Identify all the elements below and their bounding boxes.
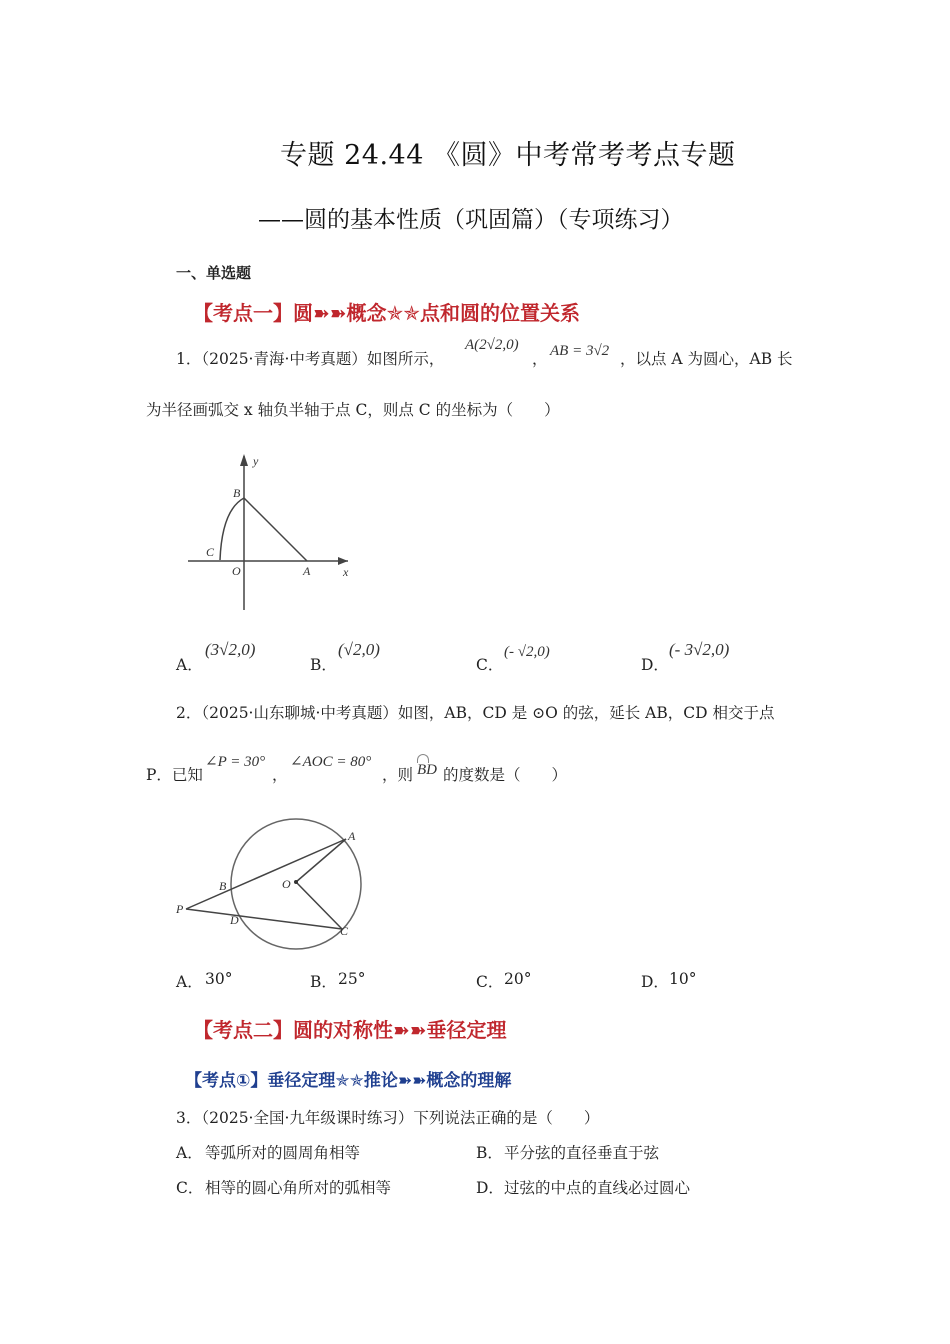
label-b: B bbox=[233, 486, 241, 500]
q2-then: ，则 bbox=[382, 766, 414, 784]
q1-stem-line2: 为半径画弧交 x 轴负半轴于点 C，则点 C 的坐标为（ ） bbox=[146, 401, 560, 419]
kaodian-2-subheading: 【考点①】垂径定理✯✯推论➽➽概念的理解 bbox=[185, 1071, 512, 1091]
q1-option-d-letter: D． bbox=[641, 656, 669, 674]
q2-comma: ， bbox=[272, 766, 288, 784]
q2-angle-aoc-formula: ∠AOC = 80° bbox=[290, 754, 372, 770]
q2-figure bbox=[168, 812, 368, 952]
label-o: O bbox=[232, 564, 241, 578]
label-a: A bbox=[348, 829, 356, 843]
label-c: C bbox=[206, 545, 215, 559]
x-axis-arrow bbox=[338, 557, 348, 565]
q3-option-a-value: 等弧所对的圆周角相等 bbox=[205, 1144, 361, 1162]
q1-option-d-value: (- 3√2,0) bbox=[669, 640, 730, 659]
q1-option-b-letter: B． bbox=[310, 656, 337, 674]
arc-bc bbox=[220, 498, 244, 560]
y-axis-arrow bbox=[240, 454, 248, 466]
q1-option-c-value: (- √2,0) bbox=[504, 644, 550, 660]
section-heading: 一、单选题 bbox=[176, 264, 252, 282]
kaodian-2-heading: 【考点二】圆的对称性➽➽垂径定理 bbox=[193, 1018, 507, 1042]
line-pc bbox=[186, 909, 342, 929]
q3-option-a-letter: A． bbox=[176, 1144, 203, 1162]
q3-option-c-letter: C． bbox=[176, 1179, 204, 1197]
label-c: C bbox=[340, 924, 349, 938]
q2-angle-p-formula: ∠P = 30° bbox=[205, 754, 266, 770]
line-pa bbox=[186, 839, 346, 909]
q2-stem-line2-post: 的度数是（ ） bbox=[443, 766, 568, 784]
q1-comma: ， bbox=[532, 350, 548, 368]
page-subtitle: ——圆的基本性质（巩固篇）（专项练习） bbox=[258, 207, 684, 233]
q1-option-b-value: (√2,0) bbox=[338, 640, 380, 659]
q3-option-d-letter: D． bbox=[476, 1179, 504, 1197]
q2-option-a-letter: A． bbox=[176, 973, 203, 991]
q1-figure bbox=[180, 448, 360, 616]
label-a: A bbox=[303, 564, 311, 578]
q1-stem-part2: ，以点 A 为圆心，AB 长 bbox=[620, 350, 793, 368]
q2-option-d-value: 10° bbox=[669, 970, 697, 988]
q1-ab-formula: AB = 3√2 bbox=[550, 343, 610, 359]
q1-option-c-letter: C． bbox=[476, 656, 504, 674]
page-title: 专题 24.44 《圆》中考常考考点专题 bbox=[280, 140, 736, 171]
segment-oc bbox=[296, 882, 342, 929]
q3-option-b-letter: B． bbox=[476, 1144, 503, 1162]
q3-option-c-value: 相等的圆心角所对的弧相等 bbox=[205, 1179, 392, 1197]
label-o: O bbox=[282, 877, 291, 891]
q3-stem: 3．（2025·全国·九年级课时练习）下列说法正确的是（ ） bbox=[176, 1109, 600, 1127]
label-b: B bbox=[219, 879, 227, 893]
q1-option-a-letter: A． bbox=[176, 656, 203, 674]
kaodian-1-heading: 【考点一】圆➽➽概念✯✯点和圆的位置关系 bbox=[193, 301, 581, 325]
q2-option-a-value: 30° bbox=[205, 970, 233, 988]
q2-arc-bd: BD bbox=[417, 762, 437, 778]
q2-option-c-value: 20° bbox=[504, 970, 532, 988]
segment-oa bbox=[296, 839, 346, 882]
q2-option-b-value: 25° bbox=[338, 970, 366, 988]
label-p: P bbox=[176, 902, 184, 916]
center-dot bbox=[294, 880, 298, 884]
segment-ab bbox=[244, 498, 307, 561]
q2-stem-line1: 2．（2025·山东聊城·中考真题）如图，AB，CD 是 ⊙O 的弦，延长 AB，CD 相交于点 bbox=[176, 704, 775, 722]
label-y: y bbox=[253, 454, 259, 468]
q1-option-a-value: (3√2,0) bbox=[205, 640, 256, 659]
label-d: D bbox=[230, 913, 239, 927]
q2-stem-line2-pre: P．已知 bbox=[146, 766, 203, 784]
q3-option-d-value: 过弦的中点的直线必过圆心 bbox=[504, 1179, 691, 1197]
q1-point-a-formula: A(2√2,0) bbox=[465, 337, 519, 353]
label-x: x bbox=[343, 565, 349, 579]
q1-stem-part1: 1．（2025·青海·中考真题）如图所示， bbox=[176, 350, 445, 368]
q2-option-d-letter: D． bbox=[641, 973, 669, 991]
q2-option-c-letter: C． bbox=[476, 973, 504, 991]
q2-option-b-letter: B． bbox=[310, 973, 337, 991]
q3-option-b-value: 平分弦的直径垂直于弦 bbox=[504, 1144, 660, 1162]
